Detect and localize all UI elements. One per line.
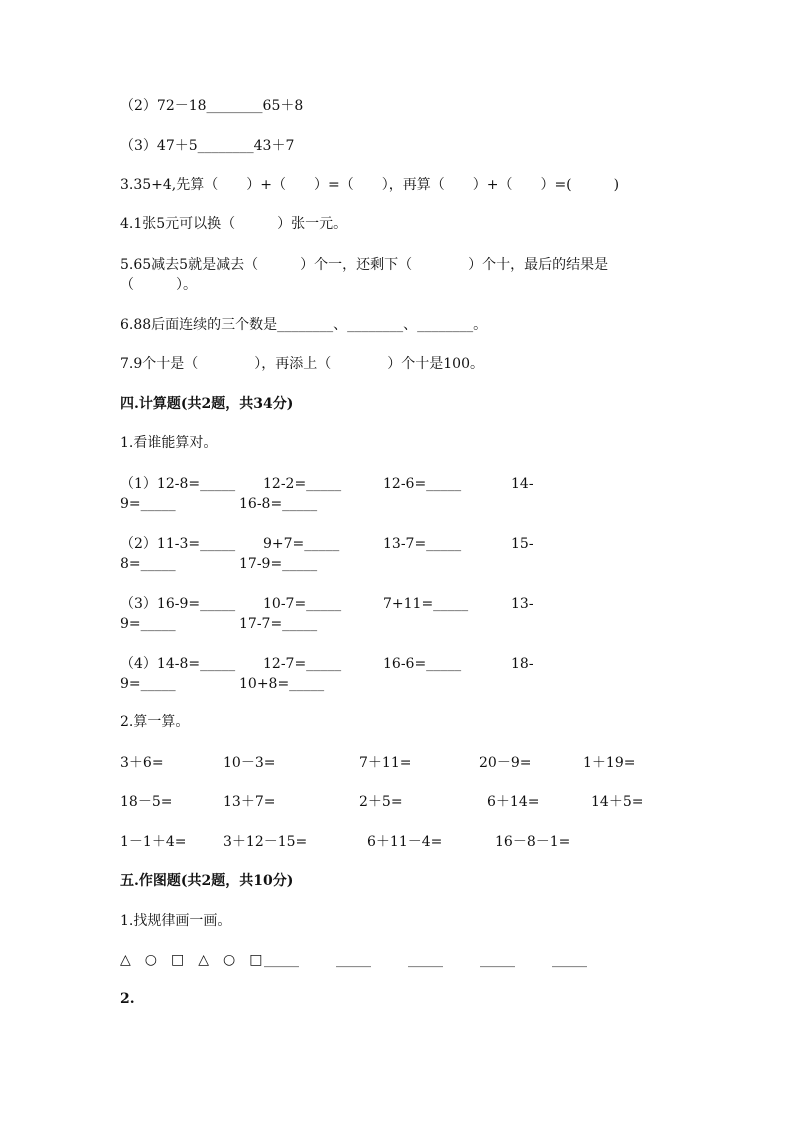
calc-2-1: 18－5= [120, 794, 173, 810]
question-5-line-1: 5.65减去5就是减去（ ）个一，还剩下（ ）个十，最后的结果是 [120, 257, 609, 273]
section-4-heading: 四.计算题(共2题，共34分) [120, 396, 294, 412]
drill-2-e: 8=_____ [120, 556, 176, 572]
calc-1-2: 10－3= [223, 755, 276, 771]
drill-4-b: 12-7=_____ [263, 656, 342, 672]
drill-4-d: 18- [511, 656, 534, 672]
calc-2-2: 13＋7= [223, 794, 276, 810]
pattern-blank-1: _____ [264, 952, 299, 968]
drill-3-e: 9=_____ [120, 616, 176, 632]
calc-2-4: 6＋14= [487, 794, 540, 810]
compare-item-2: （2）72－18________65＋8 [120, 98, 304, 114]
drill-3-b: 10-7=_____ [263, 596, 342, 612]
compare-item-3: （3）47＋5________43＋7 [120, 138, 295, 154]
drill-1-d: 14- [511, 476, 534, 492]
calc-1-4: 20－9= [479, 755, 532, 771]
drill-4-a: （4）14-8=_____ [120, 656, 236, 672]
pattern-blank-3: _____ [408, 952, 443, 968]
section-5-heading: 五.作图题(共2题，共10分) [120, 873, 294, 889]
question-6: 6.88后面连续的三个数是________、________、________。 [120, 317, 488, 333]
calc-2-5: 14＋5= [591, 794, 644, 810]
drill-3-c: 7+11=_____ [383, 596, 469, 612]
question-5-line-2: （ ）。 [120, 277, 197, 293]
calc-3-2: 3＋12－15= [223, 834, 308, 850]
question-4: 4.1张5元可以换（ ）张一元。 [120, 216, 348, 232]
section-5-question-2: 2. [120, 991, 135, 1007]
drill-2-d: 15- [511, 536, 534, 552]
question-7: 7.9个十是（ ），再添上（ ）个十是100。 [120, 356, 484, 372]
drill-1-f: 16-8=_____ [239, 496, 318, 512]
calc-2-3: 2＋5= [359, 794, 403, 810]
calc-3-1: 1－1＋4= [120, 834, 187, 850]
drill-1-e: 9=_____ [120, 496, 176, 512]
drill-1-a: （1）12-8=_____ [120, 476, 236, 492]
drill-2-a: （2）11-3=_____ [120, 536, 236, 552]
drill-3-d: 13- [511, 596, 534, 612]
calc-3-3: 6＋11－4= [367, 834, 443, 850]
drill-3-f: 17-7=_____ [239, 616, 318, 632]
drill-4-e: 9=_____ [120, 676, 176, 692]
drill-1-c: 12-6=_____ [383, 476, 462, 492]
pattern-blank-4: _____ [480, 952, 515, 968]
calc-1-3: 7＋11= [359, 755, 412, 771]
drill-4-c: 16-6=_____ [383, 656, 462, 672]
pattern-blank-5: _____ [552, 952, 587, 968]
calc-1-5: 1＋19= [583, 755, 636, 771]
drill-4-f: 10+8=_____ [239, 676, 325, 692]
section-4-question-1: 1.看谁能算对。 [120, 435, 218, 451]
drill-2-f: 17-9=_____ [239, 556, 318, 572]
pattern-blank-2: _____ [336, 952, 371, 968]
calc-3-4: 16－8－1= [495, 834, 571, 850]
drill-1-b: 12-2=_____ [263, 476, 342, 492]
question-3: 3.35+4,先算（ ）+（ ）=（ ），再算（ ）+（ ）=( ) [120, 177, 620, 193]
drill-2-c: 13-7=_____ [383, 536, 462, 552]
section-4-question-2: 2.算一算。 [120, 714, 190, 730]
pattern-shapes: △ ○ □ △ ○ □ [120, 952, 263, 968]
drill-2-b: 9+7=_____ [263, 536, 340, 552]
calc-1-1: 3＋6= [120, 755, 164, 771]
section-5-question-1: 1.找规律画一画。 [120, 913, 232, 929]
drill-3-a: （3）16-9=_____ [120, 596, 236, 612]
